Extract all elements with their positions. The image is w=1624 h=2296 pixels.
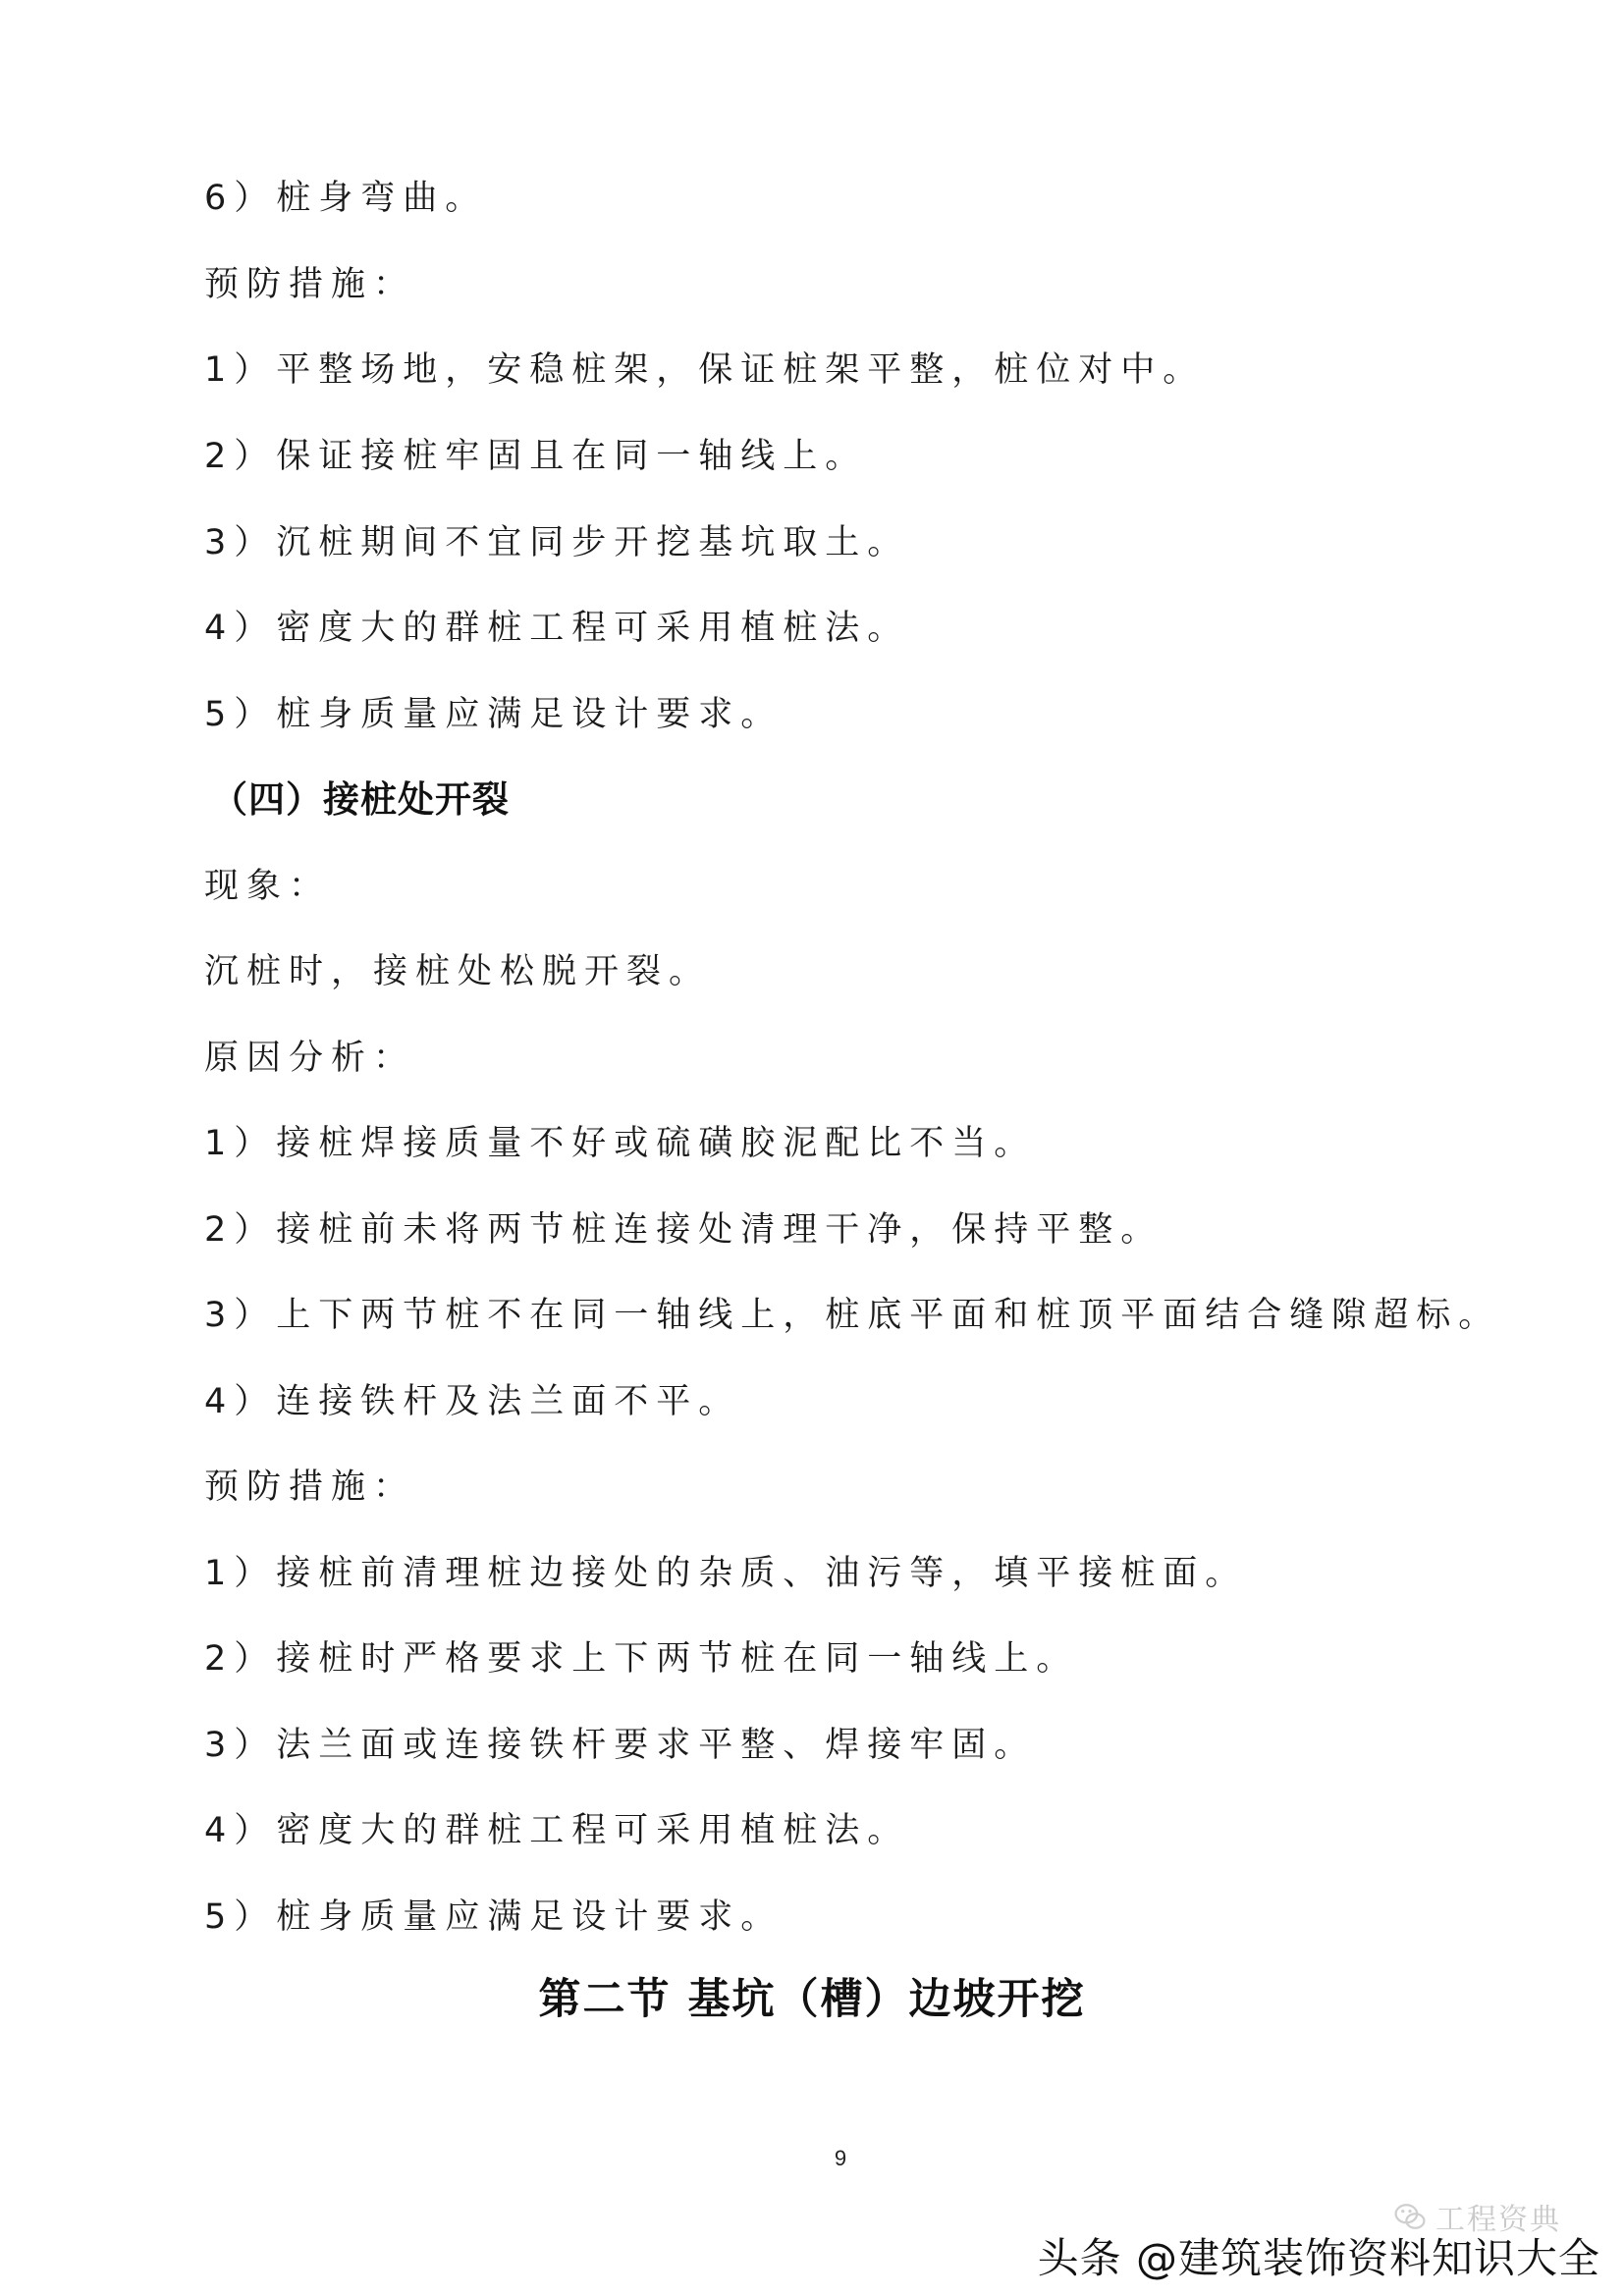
wechat-icon (1392, 2199, 1428, 2234)
paragraph-line: 4）密度大的群桩工程可采用植桩法。 (204, 1811, 910, 1850)
paragraph-line: 1）接桩前清理桩边接处的杂质、油污等，填平接桩面。 (204, 1554, 1248, 1593)
paragraph-line: 原因分析： (204, 1039, 416, 1078)
paragraph-line: 1）接桩焊接质量不好或硫磺胶泥配比不当。 (204, 1124, 1037, 1163)
faint-watermark-text: 工程资典 (1435, 2203, 1561, 2237)
paragraph-line: 3）法兰面或连接铁杆要求平整、焊接牢固。 (204, 1726, 1037, 1765)
paragraph-line: 1）平整场地，安稳桩架，保证桩架平整，桩位对中。 (204, 350, 1206, 390)
paragraph-line: 预防措施： (204, 265, 416, 304)
paragraph-line: 3）沉桩期间不宜同步开挖基坑取土。 (204, 523, 910, 562)
paragraph-line: 5）桩身质量应满足设计要求。 (204, 695, 784, 734)
paragraph-line: 4）连接铁杆及法兰面不平。 (204, 1382, 741, 1421)
faint-watermark (1392, 2195, 1561, 2238)
paragraph-line: 2）接桩时严格要求上下两节桩在同一轴线上。 (204, 1639, 1079, 1679)
section-title: 第二节 基坑（槽）边坡开挖 (538, 1975, 1086, 2024)
paragraph-line: 2）接桩前未将两节桩连接处清理干净，保持平整。 (204, 1210, 1164, 1250)
paragraph-line: 2）保证接桩牢固且在同一轴线上。 (204, 437, 868, 476)
paragraph-line: 沉桩时，接桩处松脱开裂。 (204, 952, 712, 991)
paragraph-line: 预防措施： (204, 1468, 416, 1507)
subsection-heading: （四）接桩处开裂 (211, 778, 510, 821)
watermark (1037, 2203, 1600, 2283)
watermark-text: 头条 @建筑装饰资料知识大全 (1037, 2234, 1600, 2282)
page-number: 9 (834, 2146, 847, 2170)
paragraph-line: 5）桩身质量应满足设计要求。 (204, 1897, 784, 1937)
paragraph-line: 6）桩身弯曲。 (204, 179, 488, 218)
paragraph-line: 4）密度大的群桩工程可采用植桩法。 (204, 609, 910, 648)
paragraph-line: 现象： (204, 867, 332, 906)
paragraph-line: 3）上下两节桩不在同一轴线上，桩底平面和桩顶平面结合缝隙超标。 (204, 1296, 1501, 1335)
